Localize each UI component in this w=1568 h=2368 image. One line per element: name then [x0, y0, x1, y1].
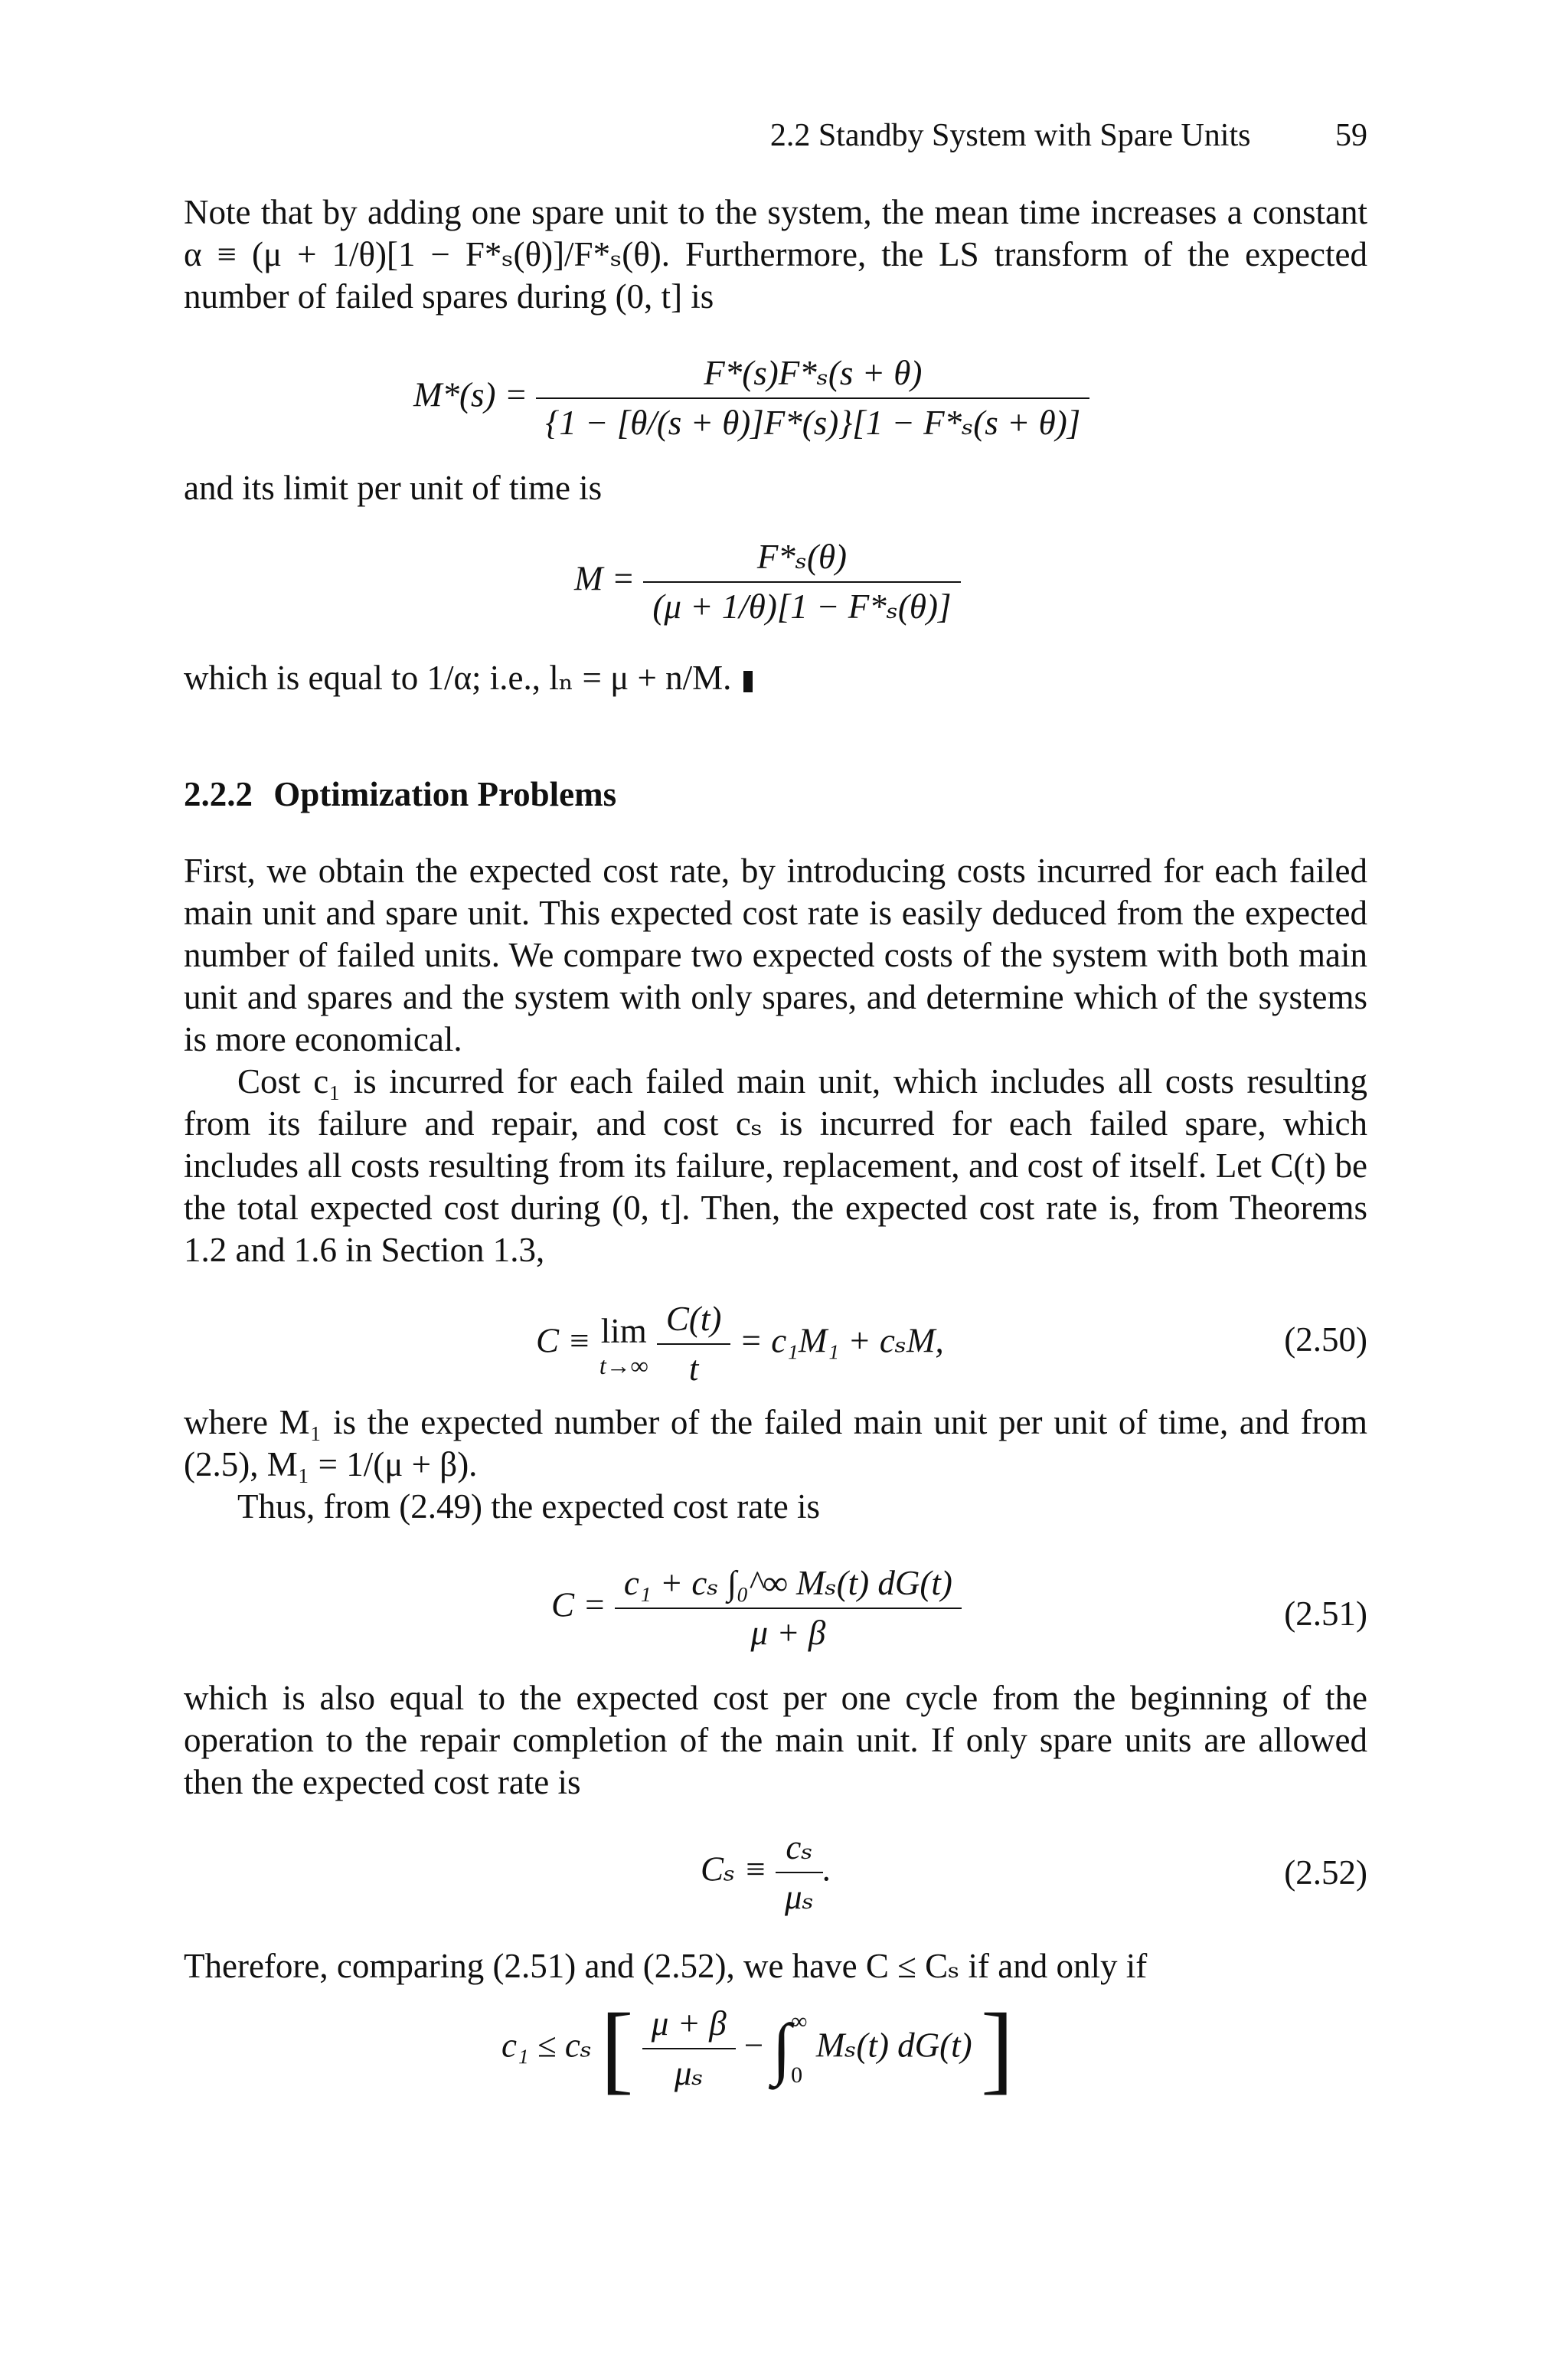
paragraph-9: Therefore, comparing (2.51) and (2.52), we have C ≤ Cₛ if and only if: [184, 1947, 1148, 1985]
equation-2-51: [551, 1562, 962, 1654]
fraction: [615, 1562, 962, 1654]
fraction-denominator: {1 − [θ/(s + θ)]F*(s)}[1 − F*ₛ(s + θ)]: [545, 404, 1081, 442]
limit-operator: lim t→∞: [599, 1311, 648, 1379]
fraction-denominator: (μ + 1/θ)[1 − F*ₛ(θ)]: [652, 587, 952, 626]
fraction-denominator: μ + β: [750, 1614, 826, 1652]
fraction-numerator: F*ₛ(θ): [643, 536, 960, 583]
paragraph-6: where M₁ is the expected number of the failed main unit per unit of time, and from (2.5), M₁ = 1/(μ + β).: [184, 1403, 1367, 1483]
equation-number: (2.50): [1284, 1320, 1367, 1359]
paragraph-7: Thus, from (2.49) the expected cost rate is: [237, 1487, 821, 1526]
fraction-numerator: c₁ + cₛ ∫₀^∞ Mₛ(t) dG(t): [615, 1562, 962, 1609]
equation-lhs: Cₛ ≡: [701, 1850, 767, 1889]
left-bracket: [: [600, 1994, 634, 2104]
minus-sign: −: [743, 2026, 764, 2065]
paragraph-2: and its limit per unit of time is: [184, 469, 603, 507]
integral-limits: ∞ 0: [791, 2009, 808, 2088]
equation-lhs: M*(s) =: [413, 375, 528, 414]
fraction-numerator: cₛ: [776, 1827, 823, 1873]
equation-lhs: C =: [551, 1585, 606, 1624]
equation-inequality: [501, 1994, 1014, 2104]
qed-mark: [743, 671, 753, 692]
equation-mstar: [413, 352, 1089, 444]
paragraph-5: Cost c₁ is incurred for each failed main unit, which includes all costs resulting from its failure and repair, and cost cₛ is incurred for each failed spare, which includes all costs resulting from its failure, replacement, and cost of itself. Let C(t) be the total expected cost during (0, t]. Then, the expected cost rate is, from Theorems 1.2 and 1.6 in Section 1.3,: [184, 1062, 1367, 1269]
equation-lhs: C ≡: [536, 1321, 591, 1360]
fraction-denominator: t: [688, 1349, 699, 1388]
equation-lhs: M =: [574, 559, 635, 598]
equation-number: (2.51): [1284, 1594, 1367, 1633]
equation-m: [574, 536, 961, 628]
section-number: 2.2.2: [184, 775, 253, 813]
paragraph-8: which is also equal to the expected cost per one cycle from the beginning of the operation to the repair completion of the main unit. If only spare units are allowed then the expected cost rate is: [184, 1679, 1367, 1801]
paragraph-3: which is equal to 1/α; i.e., lₙ = μ + n/M.: [184, 657, 1367, 699]
fraction-numerator: μ + β: [642, 2003, 736, 2049]
section-heading: [184, 774, 616, 816]
paragraph-4: First, we obtain the expected cost rate, by introducing costs incurred for each failed main unit and spare unit. This expected cost rate is easily deduced from the expected number of failed units. We compare two expected costs of the system with both main unit and spares and the system with only spares, and determine which of the systems is more economical.: [184, 852, 1367, 1058]
fraction-denominator: μₛ: [674, 2054, 704, 2092]
paragraph-1: Note that by adding one spare unit to the system, the mean time increases a constant α ≡ (μ + 1/θ)[1 − F*ₛ(θ)]/F*ₛ(θ). Furthermore, the LS transform of the expected number of failed spares during (0, t] is: [184, 193, 1367, 316]
fraction: [642, 2003, 736, 2095]
equation-2-52: Cₛ ≡ $\frac{\text{cₛ}}{\text{μₛ}}$ .: [701, 1827, 831, 1918]
equation-2-50: [536, 1298, 944, 1390]
fraction: [776, 1827, 823, 1918]
fraction: [536, 352, 1089, 444]
fraction-denominator: μₛ: [785, 1878, 814, 1916]
integrand: Mₛ(t) dG(t): [815, 2026, 972, 2065]
right-bracket: ]: [980, 1994, 1014, 2104]
fraction-numerator: F*(s)F*ₛ(s + θ): [536, 352, 1089, 399]
equation-lhs: c₁ ≤ cₛ: [501, 2026, 592, 2065]
integral-sign: ∫: [772, 2010, 792, 2087]
page-number: 59: [1335, 118, 1367, 153]
fraction-numerator: C(t): [657, 1298, 731, 1345]
running-title: 2.2 Standby System with Spare Units: [769, 118, 1251, 153]
fraction: [657, 1298, 731, 1390]
section-title: Optimization Problems: [273, 775, 617, 813]
running-header: [770, 115, 1367, 157]
fraction: [643, 536, 960, 628]
equation-rhs: = c₁M₁ + cₛM,: [739, 1321, 944, 1360]
equation-number: (2.52): [1284, 1853, 1367, 1892]
